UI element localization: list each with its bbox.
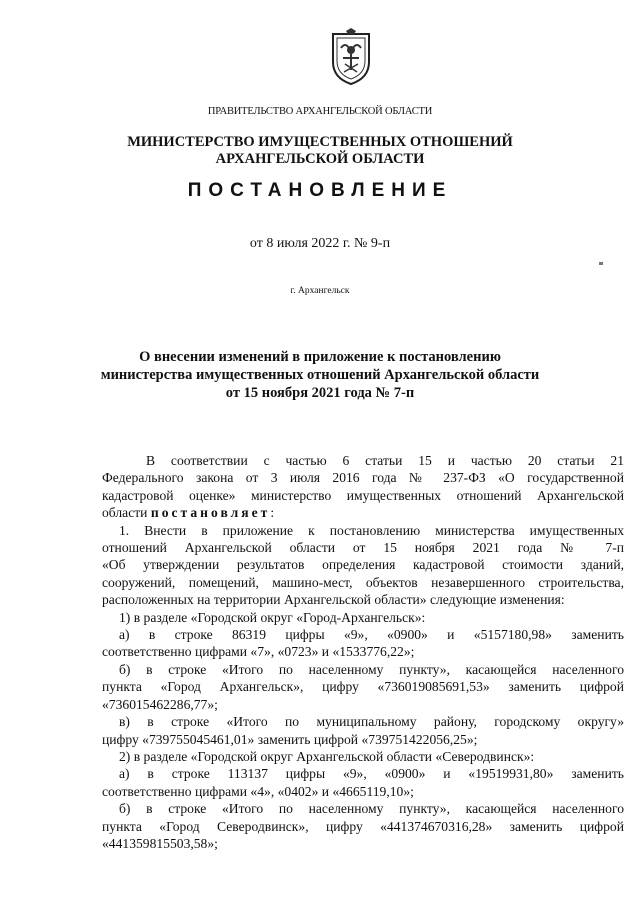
body-line: [102, 504, 624, 521]
scan-mark: [599, 262, 603, 265]
title-line-2: министерства имущественных отношений Архангельской области: [100, 367, 540, 383]
body-line: цифру «739755045461,01» заменить цифрой «739751422056,25»;: [102, 731, 478, 747]
document-title: [0, 348, 640, 402]
body-line: а) в строке 113137 цифры «9», «0900» и «19519931,80» заменить: [119, 766, 624, 782]
ministry-line-1: МИНИСТЕРСТВО ИМУЩЕСТВЕННЫХ ОТНОШЕНИЙ: [127, 134, 513, 150]
body-line: сооружений, помещений, машино-мест, объектов незавершенного строительства,: [102, 574, 624, 590]
body-line: 1. Внести в приложение к постановлению министерства имущественных: [119, 522, 624, 538]
title-line-1: О внесении изменений в приложение к постановлению: [139, 349, 501, 365]
date-number: от 8 июля 2022 г. № 9-п: [249, 236, 391, 251]
body-text: :: [270, 505, 275, 521]
body-line: соответственно цифрами «4», «0402» и «4665119,10»;: [102, 783, 414, 799]
body-line: расположенных на территории Архангельской области» следующие изменения:: [102, 592, 565, 608]
body-line: б) в строке «Итого по населенному пункту», касающейся населенного: [119, 801, 624, 817]
body-line: «Об утверждении результатов определения кадастровой стоимости зданий,: [102, 557, 624, 573]
body-line: В соответствии с частью 6 статьи 15 и частью 20 статьи 21: [146, 453, 624, 468]
ministry-name: [0, 134, 640, 168]
ministry-line-2: АРХАНГЕЛЬСКОЙ ОБЛАСТИ: [215, 151, 425, 167]
body-line: 2) в разделе «Городской округ Архангельской области «Северодвинск»:: [119, 748, 535, 764]
body-line: пункта «Город Северодвинск», цифру «441374670316,28» заменить цифрой: [102, 818, 624, 834]
body-line: 1) в разделе «Городской округ «Город-Архангельск»:: [119, 609, 426, 625]
body-text: области: [102, 505, 148, 521]
body-line: пункта «Город Архангельск», цифру «736019085691,53» заменить цифрой: [102, 679, 624, 695]
body-line: «441359815503,58»;: [102, 835, 218, 851]
city: г. Архангельск: [290, 286, 350, 296]
body-line: отношений Архангельской области от 15 ноября 2021 года № 7-п: [102, 540, 624, 556]
document-type: ПОСТАНОВЛЕНИЕ: [187, 180, 453, 201]
body-line: в) в строке «Итого по муниципальному району, городскому округу»: [119, 714, 624, 730]
coat-of-arms-emblem: [329, 28, 373, 86]
document-body: [102, 452, 624, 852]
body-line: соответственно цифрами «7», «0723» и «1533776,22»;: [102, 644, 415, 660]
resolves-word: постановляет: [150, 505, 271, 521]
government-name: ПРАВИТЕЛЬСТВО АРХАНГЕЛЬСКОЙ ОБЛАСТИ: [207, 106, 433, 117]
title-line-3: от 15 ноября 2021 года № 7-п: [225, 385, 415, 401]
body-line: «736015462286,77»;: [102, 696, 218, 712]
body-line: Федерального закона от 3 июля 2016 года № 237-ФЗ «О государственной: [102, 470, 624, 486]
body-line: кадастровой оценке» министерство имущественных отношений Архангельской: [102, 487, 624, 503]
body-line: а) в строке 86319 цифры «9», «0900» и «5157180,98» заменить: [119, 627, 624, 643]
body-line: б) в строке «Итого по населенному пункту», касающейся населенного: [119, 661, 624, 677]
